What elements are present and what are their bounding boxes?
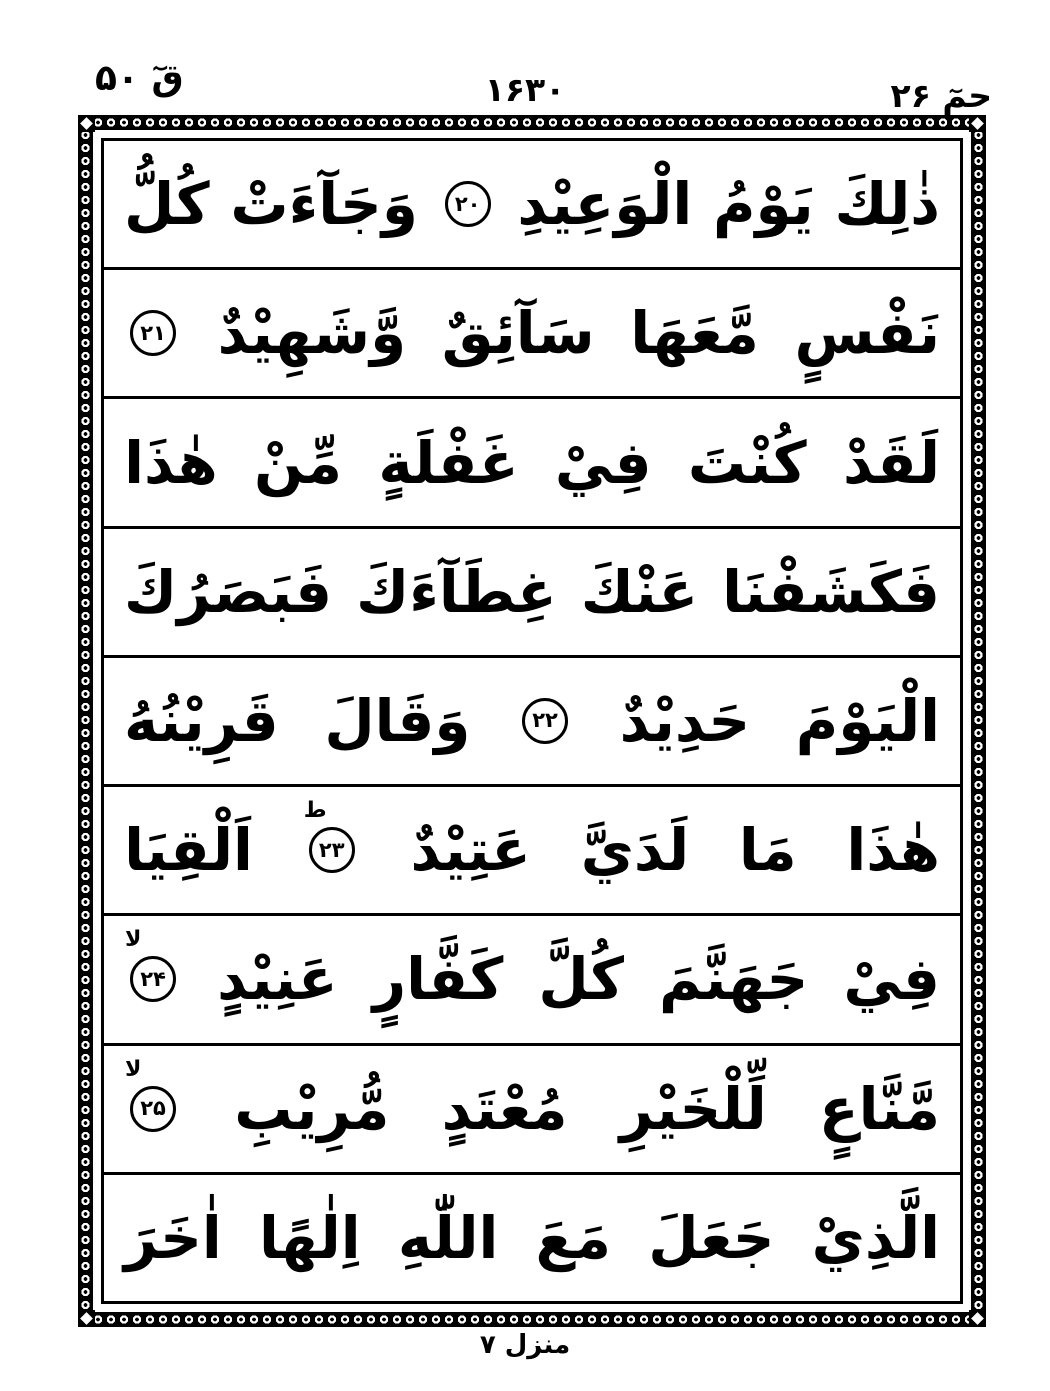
verse-end-marker	[125, 1056, 176, 1132]
quran-word: يَوْمُ	[713, 170, 814, 239]
quran-line	[104, 916, 960, 1045]
verse-number: ۲۴	[140, 966, 166, 991]
verse-number: ۲۲	[532, 708, 558, 733]
quran-word: جَعَلَ	[648, 1203, 775, 1272]
quran-word: مِّنْ	[253, 428, 343, 497]
quran-word: جَهَنَّمَ	[659, 945, 809, 1014]
quran-word: عَنِيْدٍ	[217, 945, 338, 1014]
quran-word: مَعَ	[535, 1203, 612, 1272]
frame-corner-ornament	[969, 115, 986, 132]
quran-word: وَجَآءَتْ	[230, 170, 418, 239]
quran-word: مَّنَّاعٍ	[819, 1074, 940, 1143]
quran-word: لَدَيَّ	[580, 816, 690, 885]
frame-border-top	[78, 115, 986, 130]
quran-line	[104, 658, 960, 787]
quran-word: هٰذَا	[124, 428, 218, 497]
frame-corner-ornament	[78, 115, 95, 132]
quran-word: لِّلْخَيْرِ	[619, 1074, 767, 1143]
quran-word: الْيَوْمَ	[795, 686, 940, 755]
juz-marker: حمٓ ۲۶	[890, 76, 992, 115]
quran-word: مَا	[738, 816, 797, 885]
quran-word: اَلْقِيَا	[124, 816, 253, 885]
verse-number: ۲۵	[140, 1096, 166, 1121]
quran-line	[104, 399, 960, 528]
quran-line	[104, 529, 960, 658]
verse-end-marker	[445, 181, 491, 227]
frame-corner-ornament	[969, 1310, 986, 1327]
verse-number: ۲۱	[140, 320, 166, 345]
verse-end-marker	[303, 798, 355, 873]
surah-name-marker: قٓ ۵۰	[95, 58, 184, 99]
quran-word: مُّرِيْبِ	[234, 1074, 390, 1143]
verse-number: ۲۰	[454, 191, 481, 216]
stop-mark: لا	[125, 927, 142, 953]
quran-word: اللّٰهِ	[397, 1203, 499, 1272]
quran-word: غَفْلَةٍ	[378, 428, 519, 497]
quran-word: نَفْسٍ	[794, 299, 940, 368]
quran-word: اٰخَرَ	[124, 1203, 222, 1272]
verse-end-marker	[125, 927, 176, 1002]
quran-word: كَفَّارٍ	[372, 945, 504, 1014]
quran-word: سَآئِقٌ	[441, 299, 595, 368]
quran-line	[104, 141, 960, 270]
verse-end-marker	[130, 310, 176, 356]
stop-mark: ط	[303, 798, 327, 824]
manzil-marker: منزل ۷	[479, 1330, 571, 1360]
quran-word: وَّشَهِيْدٌ	[217, 299, 407, 368]
quran-word: فِيْ	[554, 428, 652, 497]
quran-word: كُلَّ	[538, 945, 624, 1014]
quran-word: لَقَدْ	[842, 428, 940, 497]
quran-word: حَدِيْدٌ	[619, 686, 751, 755]
quran-word: كُلُّ	[124, 170, 210, 239]
frame-border-left	[78, 115, 93, 1327]
quran-word: الْوَعِيْدِ	[517, 170, 693, 239]
quran-line	[104, 270, 960, 399]
quran-lines-box	[101, 138, 963, 1304]
quran-line	[104, 1046, 960, 1175]
quran-line	[104, 1175, 960, 1301]
quran-word: الَّذِيْ	[811, 1203, 940, 1272]
frame-border-right	[971, 115, 986, 1327]
quran-word: وَقَالَ	[324, 686, 471, 755]
page-frame	[78, 115, 986, 1327]
quran-word: فَبَصَرُكَ	[124, 557, 333, 626]
quran-word: فِيْ	[843, 945, 940, 1014]
frame-border-bottom	[78, 1312, 986, 1327]
quran-line	[104, 787, 960, 916]
quran-word: ذٰلِكَ	[834, 170, 940, 239]
quran-word: فَكَشَفْنَا	[722, 557, 940, 626]
quran-word: عَنْكَ	[580, 557, 699, 626]
quran-word: اِلٰهًا	[258, 1203, 361, 1272]
page-number: ۱۶۳۰	[484, 70, 566, 109]
frame-content	[93, 130, 971, 1312]
verse-end-marker	[522, 698, 568, 744]
verse-number: ۲۳	[318, 837, 345, 862]
quran-word: عَتِيْدٌ	[410, 816, 531, 885]
quran-word: غِطَآءَكَ	[356, 557, 557, 626]
quran-word: مَّعَهَا	[630, 299, 759, 368]
quran-word: قَرِيْنُهُ	[124, 686, 279, 755]
quran-word: هٰذَا	[846, 816, 940, 885]
stop-mark: لا	[125, 1056, 142, 1082]
quran-word: مُعْتَدٍ	[441, 1074, 568, 1143]
frame-corner-ornament	[78, 1310, 95, 1327]
quran-word: كُنْتَ	[687, 428, 807, 497]
